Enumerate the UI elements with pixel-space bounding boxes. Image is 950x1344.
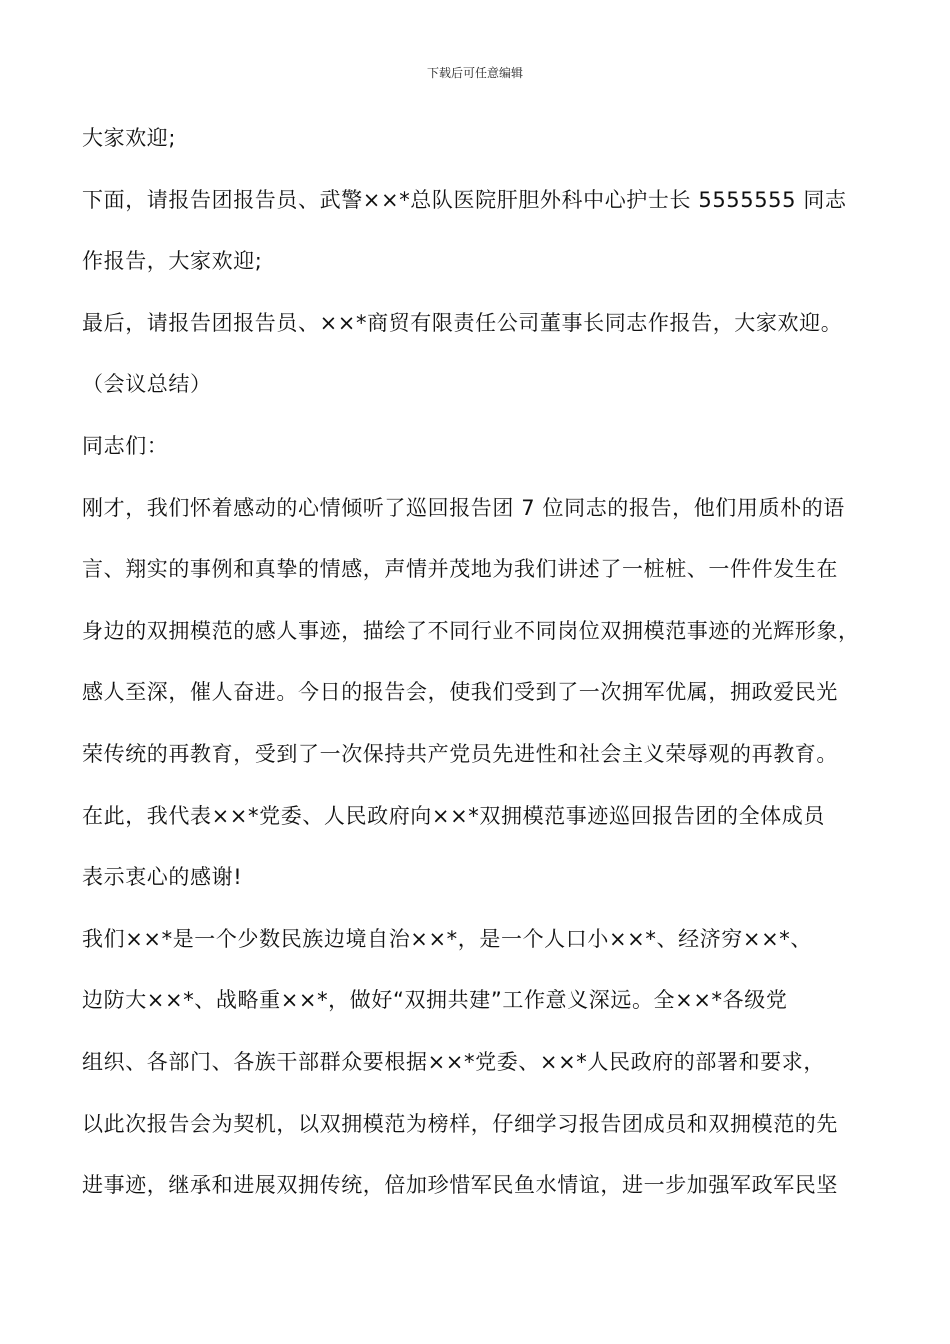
text-line: 组织、各部门、各族干部群众要根据××*党委、××*人民政府的部署和要求， bbox=[82, 1049, 825, 1074]
text-line: 感人至深，催人奋进。今日的报告会，使我们受到了一次拥军优属，拥政爱民光 bbox=[82, 680, 838, 705]
text-line: 刚才，我们怀着感动的心情倾听了巡回报告团 7 位同志的报告，他们用质朴的语 bbox=[82, 495, 845, 520]
text-line: 以此次报告会为契机，以双拥模范为榜样，仔细学习报告团成员和双拥模范的先 bbox=[82, 1111, 838, 1136]
text-line: 表示衷心的感谢! bbox=[82, 865, 243, 890]
text-line: 大家欢迎; bbox=[82, 126, 177, 150]
section-heading: （会议总结） bbox=[82, 372, 212, 397]
page-header-note: 下载后可任意编辑 bbox=[426, 66, 523, 80]
text-line: 我们××*是一个少数民族边境自治××*，是一个人口小××*、经济穷××*、 bbox=[82, 926, 812, 951]
salutation: 同志们： bbox=[82, 433, 169, 458]
text-line: 下面，请报告团报告员、武警××*总队医院肝胆外科中心护士长 5555555 同志 bbox=[82, 187, 847, 212]
text-line: 言、翔实的事例和真挚的情感，声情并茂地为我们讲述了一桩桩、一件件发生在 bbox=[82, 557, 838, 582]
text-line: 作报告，大家欢迎; bbox=[82, 249, 263, 274]
document-body bbox=[82, 118, 882, 1227]
text-line: 最后，请报告团报告员、××*商贸有限责任公司董事长同志作报告，大家欢迎。 bbox=[82, 310, 843, 335]
text-line: 荣传统的再教育，受到了一次保持共产党员先进性和社会主义荣辱观的再教育。 bbox=[82, 741, 838, 766]
text-line: 进事迹，继承和进展双拥传统，倍加珍惜军民鱼水情谊，进一步加强军政军民坚 bbox=[82, 1173, 838, 1198]
text-line: 边防大××*、战略重××*，做好“双拥共建”工作意义深远。全××*各级党 bbox=[82, 988, 788, 1013]
text-line: 身边的双拥模范的感人事迹，描绘了不同行业不同岗位双拥模范事迹的光辉形象， bbox=[82, 618, 860, 643]
text-line: 在此，我代表××*党委、人民政府向××*双拥模范事迹巡回报告团的全体成员 bbox=[82, 803, 825, 828]
